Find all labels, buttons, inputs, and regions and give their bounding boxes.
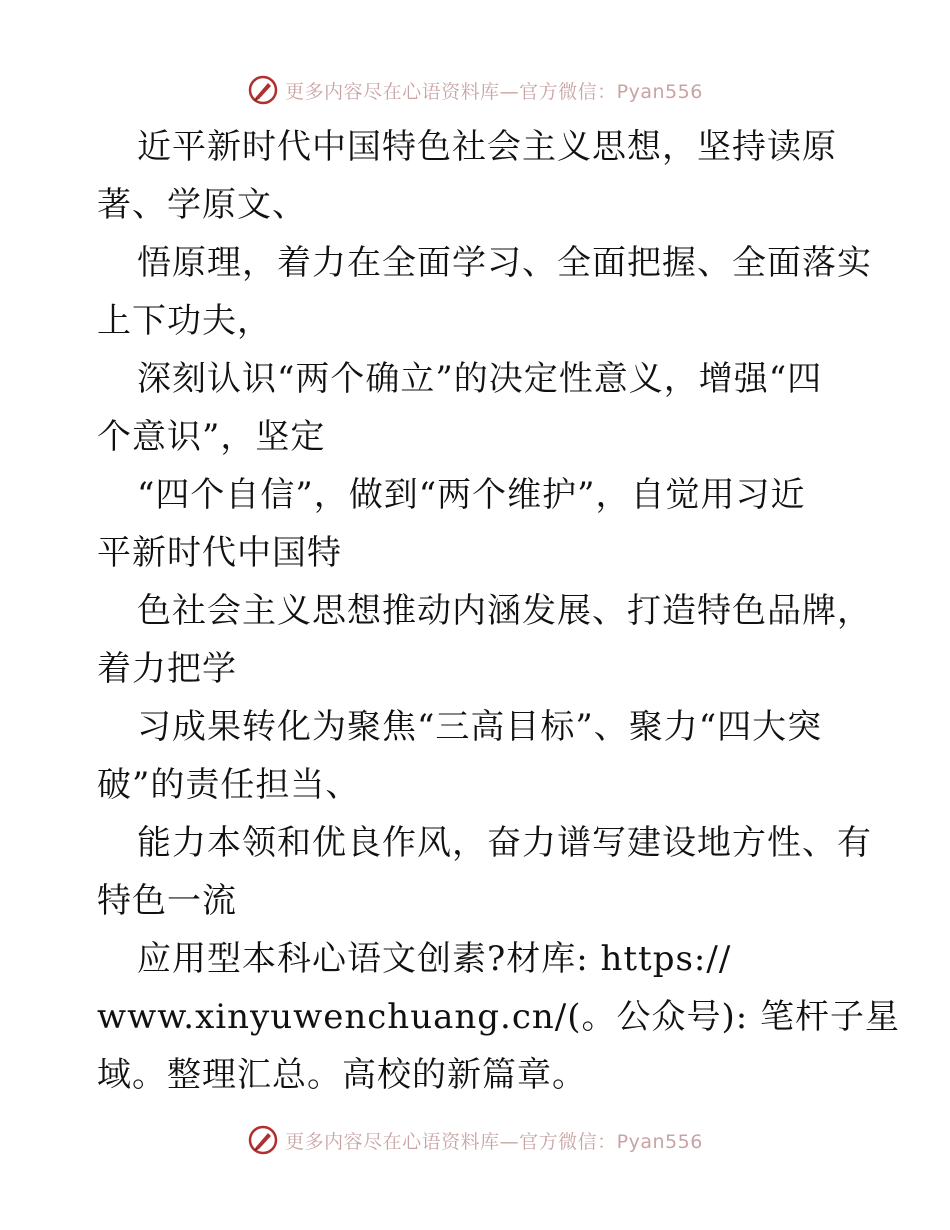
pen-circle-icon xyxy=(247,1124,279,1156)
body-line: 近平新时代中国特色社会主义思想，坚持读原 xyxy=(137,127,837,167)
footer-banner-text: 更多内容尽在心语资料库—官方微信：Pyan556 xyxy=(285,1130,703,1153)
body-line: 习成果转化为聚焦“三高目标”、聚力“四大突 xyxy=(137,707,823,747)
body-line: 深刻认识“两个确立”的决定性意义，增强“四 xyxy=(137,359,823,399)
body-line: 域。整理汇总。高校的新篇章。 xyxy=(97,1055,587,1095)
body-line: 上下功夫， xyxy=(97,301,272,341)
header-banner-text: 更多内容尽在心语资料库—官方微信：Pyan556 xyxy=(285,80,703,103)
body-line: 破”的责任担当、 xyxy=(97,765,361,805)
body-line: www.xinyuwenchuang.cn/(。公众号): 笔杆子星 xyxy=(97,997,901,1037)
document-body xyxy=(97,118,901,1104)
footer-banner xyxy=(0,1120,950,1160)
body-line: 能力本领和优良作风，奋力谱写建设地方性、有 xyxy=(137,823,872,863)
body-line: 平新时代中国特 xyxy=(97,533,342,573)
body-line: 着力把学 xyxy=(97,649,237,689)
pen-circle-icon xyxy=(247,74,279,106)
body-line: 著、学原文、 xyxy=(97,185,307,225)
body-line: 特色一流 xyxy=(97,881,237,921)
body-line: 个意识”，坚定 xyxy=(97,417,326,457)
body-line: 应用型本科心语文创素?材库: https:// xyxy=(137,939,732,979)
body-line: 悟原理，着力在全面学习、全面把握、全面落实 xyxy=(137,243,872,283)
header-banner xyxy=(0,70,950,110)
body-line: 色社会主义思想推动内涵发展、打造特色品牌， xyxy=(137,591,872,631)
body-line: “四个自信”，做到“两个维护”，自觉用习近 xyxy=(137,475,806,515)
